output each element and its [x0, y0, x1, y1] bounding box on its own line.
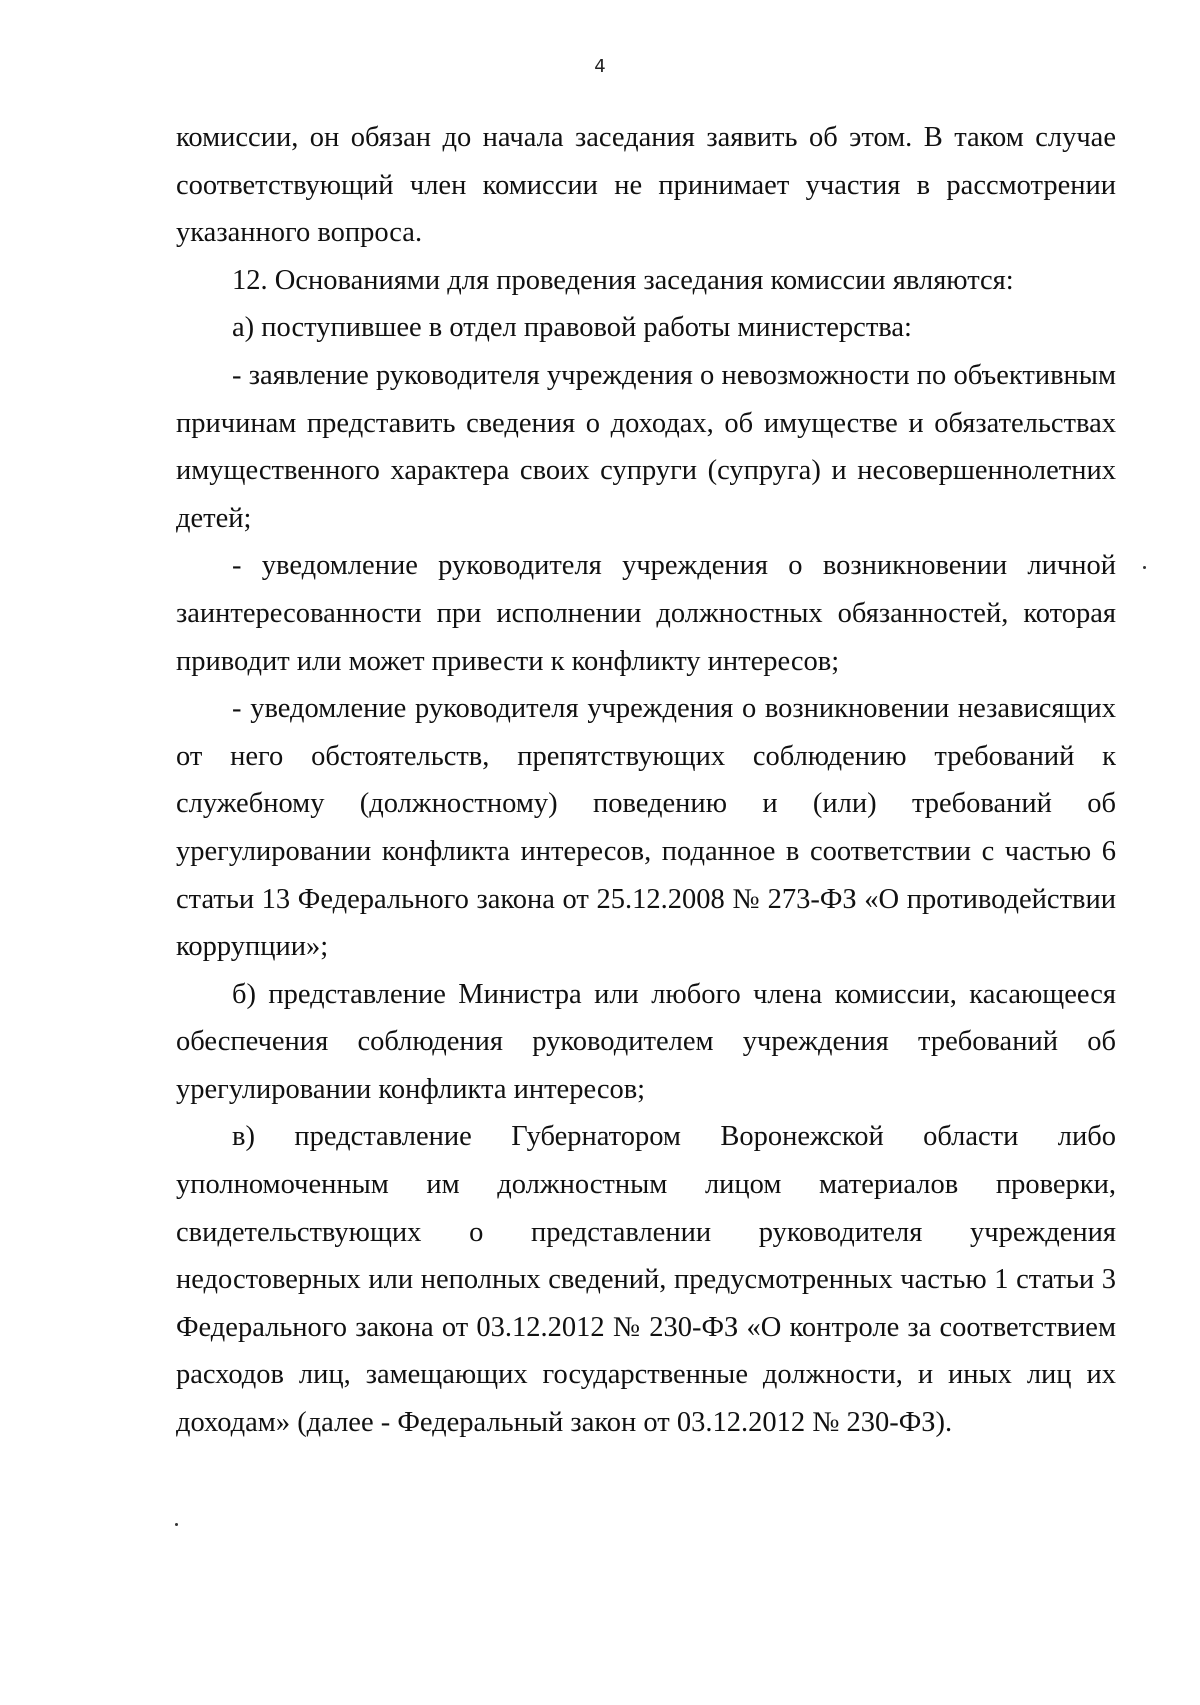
paragraph-bullet-personal-interest: - уведомление руководителя учреждения о возникновении личной заинтересованности при исполнении должностных обязанностей, которая приводит или может привести к конфликту интересов; [176, 550, 1116, 677]
scan-speck [1143, 566, 1146, 569]
paragraph-continuation: комиссии, он обязан до начала заседания заявить об этом. В таком случае соответствующий член комиссии не принимает участия в рассмотрении указанного вопроса. [176, 122, 1116, 249]
page-number: 4 [594, 56, 606, 77]
paragraph-bullet-statement: - заявление руководителя учреждения о невозможности по объективным причинам представить сведения о доходах, об имуществе и обязательствах имущественного характера своих супруги (супруга) и несовершеннолетних детей; [176, 359, 1116, 534]
paragraph-subitem-a: а) поступившее в отдел правовой работы министерства: [232, 312, 912, 344]
document-body [176, 114, 1116, 1447]
paragraph-item-12: 12. Основаниями для проведения заседания комиссии являются: [232, 264, 1014, 296]
paragraph-subitem-v: в) представление Губернатором Воронежской области либо уполномоченным им должностным лицом материалов проверки, свидетельствующих о представлении руководителя учреждения недостоверных или неполных сведений, предусмотренных частью 1 статьи 3 Федерального закона от 03.12.2012 № 230-ФЗ «О контроле за соответствием расходов лиц, замещающих государственные должности, и иных лиц их доходам» (далее - Федеральный закон от 03.12.2012 № 230-ФЗ). [176, 1121, 1116, 1439]
paragraph-subitem-b: б) представление Министра или любого члена комиссии, касающееся обеспечения соблюдения руководителем учреждения требований об урегулировании конфликта интересов; [176, 978, 1116, 1105]
paragraph-bullet-circumstances: - уведомление руководителя учреждения о возникновении независящих от него обстоятельств, препятствующих соблюдению требований к служебному (должностному) поведению и (или) требований об урегулировании конфликта интересов, поданное в соответствии с частью 6 статьи 13 Федерального закона от 25.12.2008 № 273-ФЗ «О противодействии коррупции»; [176, 693, 1116, 963]
scan-speck [175, 1523, 178, 1526]
